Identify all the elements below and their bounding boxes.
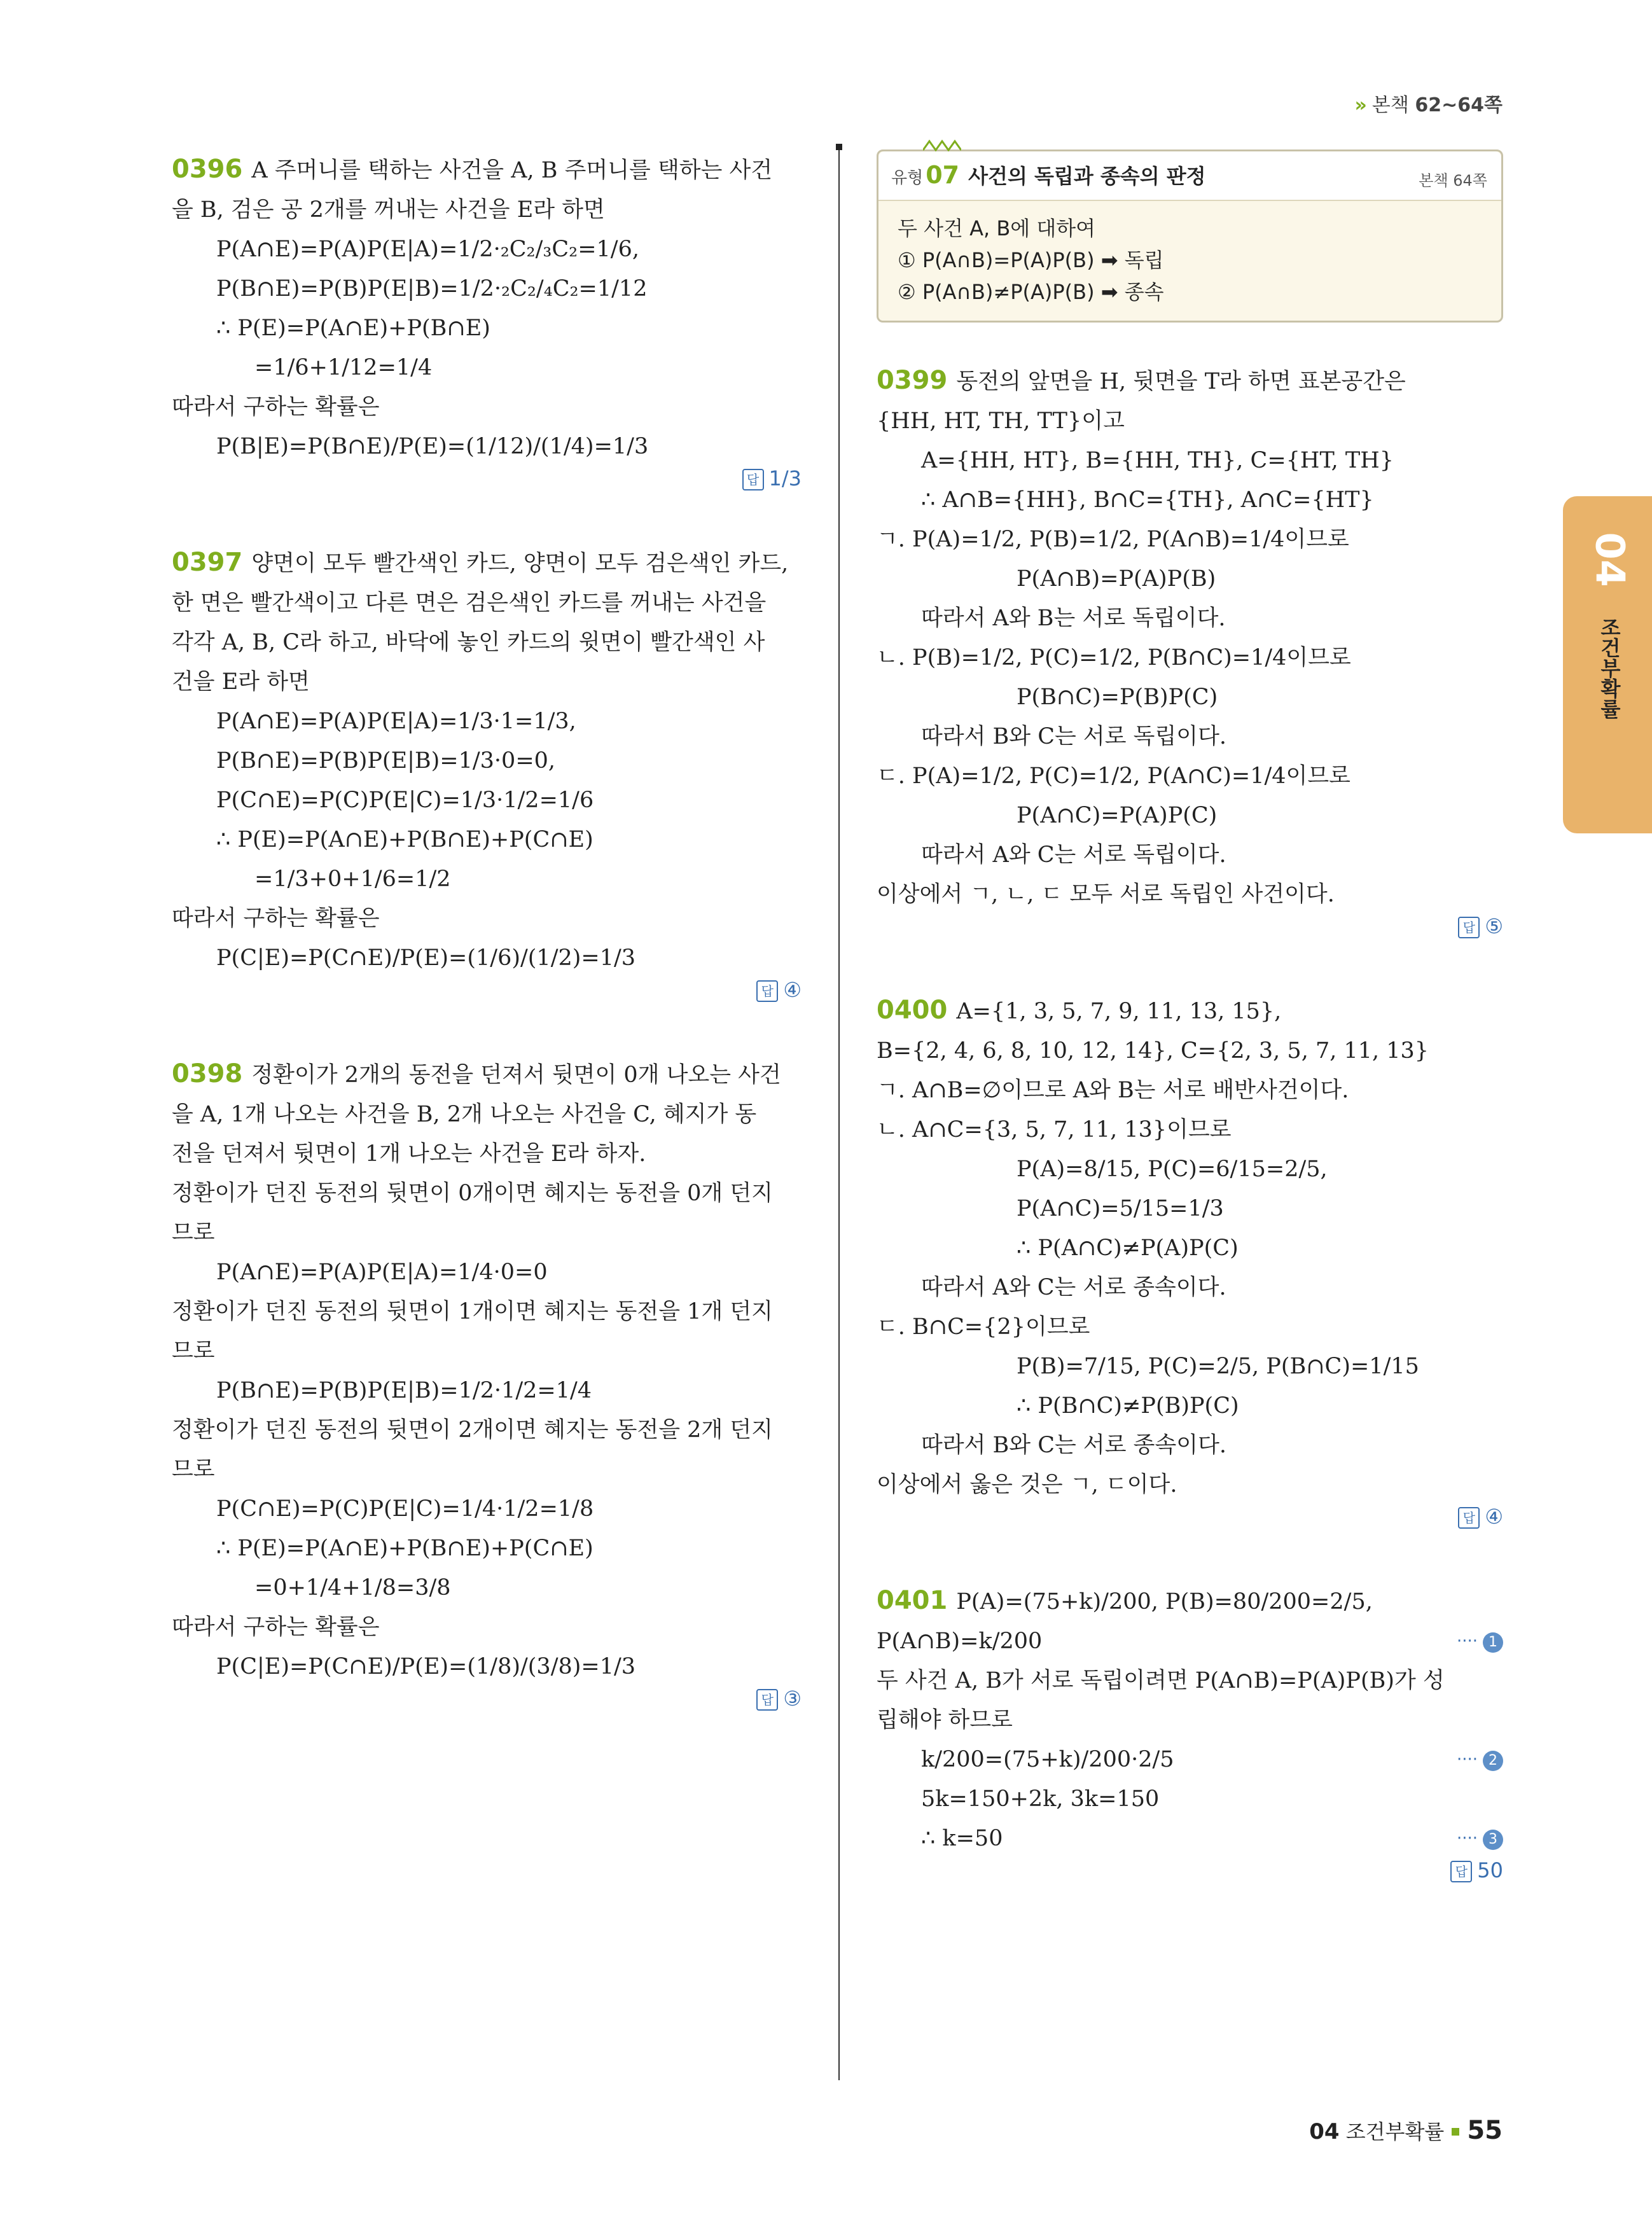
solution-line: [877, 480, 1503, 520]
solution-text: P(A)=(75+k)/200, P(B)=80/200=2/5,: [956, 1589, 1373, 1615]
solution-line: [877, 1228, 1503, 1268]
solution-line: [172, 938, 802, 978]
solution-text: 따라서 구하는 확률은: [172, 1615, 380, 1640]
solution-text: 따라서 A와 C는 서로 종속이다.: [921, 1275, 1226, 1300]
problem-number: 0400: [877, 996, 948, 1025]
solution-text: 따라서 구하는 확률은: [172, 906, 380, 931]
solution-line: [877, 1819, 1503, 1858]
solution-line: [172, 662, 802, 702]
solution-line: [172, 1174, 802, 1213]
solution-line: [172, 702, 802, 741]
solution-line: [172, 309, 802, 348]
page-footer: [1309, 2116, 1503, 2145]
solution-text: P(B)=7/15, P(C)=2/5, P(B∩C)=1/15: [1017, 1354, 1419, 1379]
solution-text: P(C|E)=P(C∩E)/P(E)=(1/6)/(1/2)=1/3: [216, 945, 636, 971]
solution-text: ㄴ. P(B)=1/2, P(C)=1/2, P(B∩C)=1/4이므로: [877, 645, 1351, 671]
solution-text: P(B∩E)=P(B)P(E|B)=1/2·1/2=1/4: [216, 1378, 592, 1403]
answer: [1458, 1505, 1503, 1529]
solution-line: [172, 820, 802, 859]
solution-text: P(B∩E)=P(B)P(E|B)=1/3·0=0,: [216, 748, 556, 774]
solution-text: A 주머니를 택하는 사건을 A, B 주머니를 택하는 사건: [251, 158, 773, 183]
solution-line: [877, 835, 1503, 875]
answer: [756, 1686, 802, 1711]
zigzag-ornament-icon: [923, 139, 961, 151]
solution-line: [877, 717, 1503, 756]
footer-chapter: 조건부확률: [1345, 2120, 1445, 2144]
solution-text: k/200=(75+k)/200·2/5: [921, 1747, 1174, 1772]
solution-line: [877, 1465, 1503, 1505]
problem-0399: [877, 361, 1503, 946]
answer-value: 50: [1477, 1858, 1503, 1882]
solution-text: 을 A, 1개 나오는 사건을 B, 2개 나오는 사건을 C, 혜지가 동: [172, 1102, 757, 1127]
side-tab-label: 조건부확률: [1597, 617, 1621, 719]
solution-line: [877, 1661, 1503, 1700]
solution-line: [172, 1608, 802, 1647]
solution-line: [172, 741, 802, 781]
solution-line: [877, 1268, 1503, 1307]
solution-line: [877, 990, 1503, 1031]
solution-line: [877, 1347, 1503, 1386]
solution-text: 정환이가 2개의 동전을 던져서 뒷면이 0개 나오는 사건: [251, 1062, 781, 1088]
solution-line: [877, 1700, 1503, 1740]
solution-text: ∴ P(B∩C)≠P(B)P(C): [1017, 1393, 1239, 1419]
solution-line: [172, 623, 802, 662]
ref-book: 본책: [1371, 94, 1409, 116]
solution-text: 정환이가 던진 동전의 뒷면이 1개이면 혜지는 동전을 1개 던지: [172, 1299, 773, 1324]
answer-value: 1/3: [768, 466, 802, 490]
solution-line: [172, 583, 802, 623]
step-marker: ···· 3: [1457, 1819, 1503, 1858]
solution-line: [172, 1253, 802, 1292]
step-number: 3: [1483, 1830, 1503, 1850]
solution-line: [172, 543, 802, 583]
solution-text: P(A∩E)=P(A)P(E|A)=1/3·1=1/3,: [216, 709, 576, 734]
answer: [1458, 914, 1503, 938]
solution-text: 각각 A, B, C라 하고, 바닥에 놓인 카드의 윗면이 빨간색인 사: [172, 630, 765, 655]
solution-line: [877, 796, 1503, 835]
solution-line: [877, 1071, 1503, 1110]
page-reference: [1354, 89, 1503, 117]
step-marker: ···· 1: [1457, 1622, 1503, 1661]
double-chevron-icon: »: [1354, 94, 1367, 116]
solution-line: [877, 559, 1503, 599]
type-number: 07: [926, 161, 960, 189]
type-box-body: [878, 201, 1501, 321]
answer-mark-icon: 답: [756, 980, 778, 1002]
solution-line: [877, 638, 1503, 678]
solution-line: [172, 387, 802, 427]
solution-text: ㄷ. P(A)=1/2, P(C)=1/2, P(A∩C)=1/4이므로: [877, 763, 1350, 789]
solution-line: [172, 348, 802, 387]
solution-line: [172, 1371, 802, 1410]
solution-line: [877, 1581, 1503, 1622]
solution-text: 따라서 A와 C는 서로 독립이다.: [921, 842, 1226, 868]
solution-line: [877, 1386, 1503, 1426]
solution-line: [877, 361, 1503, 401]
answer: [1450, 1858, 1503, 1882]
solution-line: [172, 1450, 802, 1489]
solution-line: [877, 599, 1503, 638]
solution-line: [172, 1134, 802, 1174]
solution-line: [172, 1054, 802, 1095]
solution-line: [877, 875, 1503, 914]
solution-line: [172, 1529, 802, 1568]
type-title: 사건의 독립과 종속의 판정: [968, 164, 1206, 188]
solution-text: 정환이가 던진 동전의 뒷면이 2개이면 혜지는 동전을 2개 던지: [172, 1417, 773, 1443]
column-divider: [838, 146, 840, 2080]
problem-number: 0396: [172, 155, 243, 184]
solution-line: [172, 1095, 802, 1134]
solution-line: [877, 520, 1503, 559]
answer-value: ⑤: [1485, 914, 1503, 938]
solution-text: {HH, HT, TH, TT}이고: [877, 408, 1125, 434]
solution-line: [877, 1622, 1503, 1661]
answer-mark-icon: 답: [742, 469, 764, 490]
right-column: [877, 149, 1503, 1935]
chapter-side-tab[interactable]: [1563, 496, 1652, 833]
solution-text: P(A∩C)=5/15=1/3: [1017, 1196, 1224, 1221]
solution-text: 건을 E라 하면: [172, 669, 310, 695]
solution-text: ∴ A∩B={HH}, B∩C={TH}, A∩C={HT}: [921, 487, 1374, 513]
solution-text: ㄱ. P(A)=1/2, P(B)=1/2, P(A∩B)=1/4이므로: [877, 527, 1349, 552]
footer-chapter-num: 04: [1309, 2119, 1340, 2144]
solution-line: [877, 1150, 1503, 1189]
solution-text: P(A∩B)=k/200: [877, 1629, 1043, 1654]
answer-mark-icon: 답: [756, 1689, 778, 1711]
ref-pages: 62~64쪽: [1415, 94, 1503, 116]
solution-text: 따라서 구하는 확률은: [172, 394, 380, 420]
solution-text: ㄱ. A∩B=∅이므로 A와 B는 서로 배반사건이다.: [877, 1078, 1349, 1103]
problem-0400: [877, 990, 1503, 1536]
type-ref: 본책 64쪽: [1419, 172, 1487, 190]
solution-text: ∴ P(E)=P(A∩E)+P(B∩E): [216, 316, 490, 341]
footer-square-icon: [1452, 2128, 1459, 2136]
solution-text: 므로: [172, 1338, 215, 1364]
solution-text: 따라서 A와 B는 서로 독립이다.: [921, 606, 1226, 631]
solution-text: 을 B, 검은 공 2개를 꺼내는 사건을 E라 하면: [172, 197, 605, 223]
solution-text: 정환이가 던진 동전의 뒷면이 0개이면 혜지는 동전을 0개 던지: [172, 1181, 773, 1206]
problem-0401: [877, 1581, 1503, 1890]
solution-text: 므로: [172, 1457, 215, 1482]
solution-line: [172, 1568, 802, 1608]
solution-text: 립해야 하므로: [877, 1707, 1013, 1733]
solution-line: [172, 859, 802, 899]
solution-line: [172, 781, 802, 820]
solution-line: [172, 1410, 802, 1450]
problem-number: 0399: [877, 366, 948, 395]
type-box: [877, 149, 1503, 323]
answer-value: ③: [783, 1686, 802, 1711]
solution-text: ∴ P(E)=P(A∩E)+P(B∩E)+P(C∩E): [216, 827, 593, 852]
solution-text: 한 면은 빨간색이고 다른 면은 검은색인 카드를 꺼내는 사건을: [172, 590, 767, 616]
solution-line: [172, 190, 802, 230]
solution-line: [877, 401, 1503, 441]
answer-mark-icon: 답: [1458, 917, 1480, 938]
solution-line: [172, 899, 802, 938]
solution-text: 전을 던져서 뒷면이 1개 나오는 사건을 E라 하자.: [172, 1141, 646, 1167]
solution-line: [877, 1307, 1503, 1347]
solution-line: [172, 1647, 802, 1686]
solution-text: ∴ k=50: [921, 1826, 1003, 1851]
solution-line: [877, 756, 1503, 796]
solution-text: 므로: [172, 1220, 215, 1246]
solution-text: A={1, 3, 5, 7, 9, 11, 13, 15},: [956, 999, 1282, 1024]
solution-text: =1/3+0+1/6=1/2: [254, 866, 451, 892]
solution-line: [172, 1213, 802, 1253]
answer-mark-icon: 답: [1450, 1861, 1472, 1882]
solution-line: [877, 1779, 1503, 1819]
solution-text: =0+1/4+1/8=3/8: [254, 1575, 451, 1601]
solution-text: ㄴ. A∩C={3, 5, 7, 11, 13}이므로: [877, 1117, 1232, 1143]
solution-line: [877, 1426, 1503, 1465]
solution-text: P(A∩E)=P(A)P(E|A)=1/4·0=0: [216, 1260, 548, 1285]
solution-line: [172, 1489, 802, 1529]
solution-text: 동전의 앞면을 H, 뒷면을 T라 하면 표본공간은: [956, 369, 1406, 394]
solution-line: [172, 1292, 802, 1331]
side-tab-number: 04: [1586, 532, 1634, 587]
solution-line: [172, 269, 802, 309]
left-column: [172, 149, 802, 1763]
solution-text: 5k=150+2k, 3k=150: [921, 1786, 1160, 1812]
problem-0397: [172, 543, 802, 1010]
page-number: 55: [1467, 2116, 1503, 2145]
type-intro: 두 사건 A, B에 대하여: [898, 216, 1096, 240]
type-tag: 유형: [891, 169, 924, 188]
solution-text: P(A∩E)=P(A)P(E|A)=1/2·₂C₂/₃C₂=1/6,: [216, 237, 639, 262]
solution-text: 이상에서 ㄱ, ㄴ, ㄷ 모두 서로 독립인 사건이다.: [877, 882, 1335, 907]
step-marker: ···· 2: [1457, 1740, 1503, 1779]
answer-value: ④: [1485, 1505, 1503, 1529]
solution-text: 두 사건 A, B가 서로 독립이려면 P(A∩B)=P(A)P(B)가 성: [877, 1668, 1445, 1693]
solution-text: P(C|E)=P(C∩E)/P(E)=(1/8)/(3/8)=1/3: [216, 1654, 636, 1679]
solution-text: 따라서 B와 C는 서로 종속이다.: [921, 1433, 1227, 1458]
solution-text: ∴ P(A∩C)≠P(A)P(C): [1017, 1235, 1239, 1261]
solution-text: ㄷ. B∩C={2}이므로: [877, 1314, 1090, 1340]
solution-line: [877, 1031, 1503, 1071]
solution-text: P(A∩C)=P(A)P(C): [1017, 803, 1218, 828]
type-item-1: ① P(A∩B)=P(A)P(B) ➡ 독립: [898, 248, 1164, 272]
problem-number: 0397: [172, 548, 243, 577]
solution-text: A={HH, HT}, B={HH, TH}, C={HT, TH}: [921, 448, 1394, 473]
solution-text: P(C∩E)=P(C)P(E|C)=1/3·1/2=1/6: [216, 788, 594, 813]
problem-0396: [172, 149, 802, 498]
solution-text: P(B|E)=P(B∩E)/P(E)=(1/12)/(1/4)=1/3: [216, 434, 649, 459]
answer: [742, 466, 802, 490]
solution-line: [877, 678, 1503, 717]
problem-number: 0401: [877, 1586, 948, 1615]
problem-0398: [172, 1054, 802, 1718]
solution-text: 양면이 모두 빨간색인 카드, 양면이 모두 검은색인 카드,: [251, 551, 789, 576]
solution-text: B={2, 4, 6, 8, 10, 12, 14}, C={2, 3, 5, 7, 11, 13}: [877, 1038, 1429, 1064]
solution-text: 이상에서 옳은 것은 ㄱ, ㄷ이다.: [877, 1472, 1177, 1498]
solution-line: [877, 441, 1503, 480]
solution-text: P(B∩E)=P(B)P(E|B)=1/2·₂C₂/₄C₂=1/12: [216, 276, 648, 302]
step-number: 1: [1483, 1632, 1503, 1653]
answer: [756, 978, 802, 1002]
solution-text: P(A)=8/15, P(C)=6/15=2/5,: [1017, 1157, 1328, 1182]
solution-text: P(C∩E)=P(C)P(E|C)=1/4·1/2=1/8: [216, 1496, 594, 1522]
right-problems: [877, 361, 1503, 1890]
type-box-header: [878, 151, 1501, 201]
solution-text: =1/6+1/12=1/4: [254, 355, 433, 380]
problem-number: 0398: [172, 1059, 243, 1088]
solution-line: [172, 427, 802, 466]
solution-line: [172, 149, 802, 190]
step-number: 2: [1483, 1751, 1503, 1771]
solution-line: [172, 230, 802, 269]
solution-text: ∴ P(E)=P(A∩E)+P(B∩E)+P(C∩E): [216, 1536, 593, 1561]
solution-text: P(B∩C)=P(B)P(C): [1017, 685, 1218, 710]
type-item-2: ② P(A∩B)≠P(A)P(B) ➡ 종속: [898, 280, 1164, 304]
solution-line: [877, 1740, 1503, 1779]
solution-line: [877, 1189, 1503, 1228]
answer-value: ④: [783, 978, 802, 1002]
solution-line: [877, 1110, 1503, 1150]
solution-line: [172, 1331, 802, 1371]
solution-text: P(A∩B)=P(A)P(B): [1017, 566, 1216, 592]
solution-text: 따라서 B와 C는 서로 독립이다.: [921, 724, 1227, 749]
answer-mark-icon: 답: [1458, 1507, 1480, 1529]
